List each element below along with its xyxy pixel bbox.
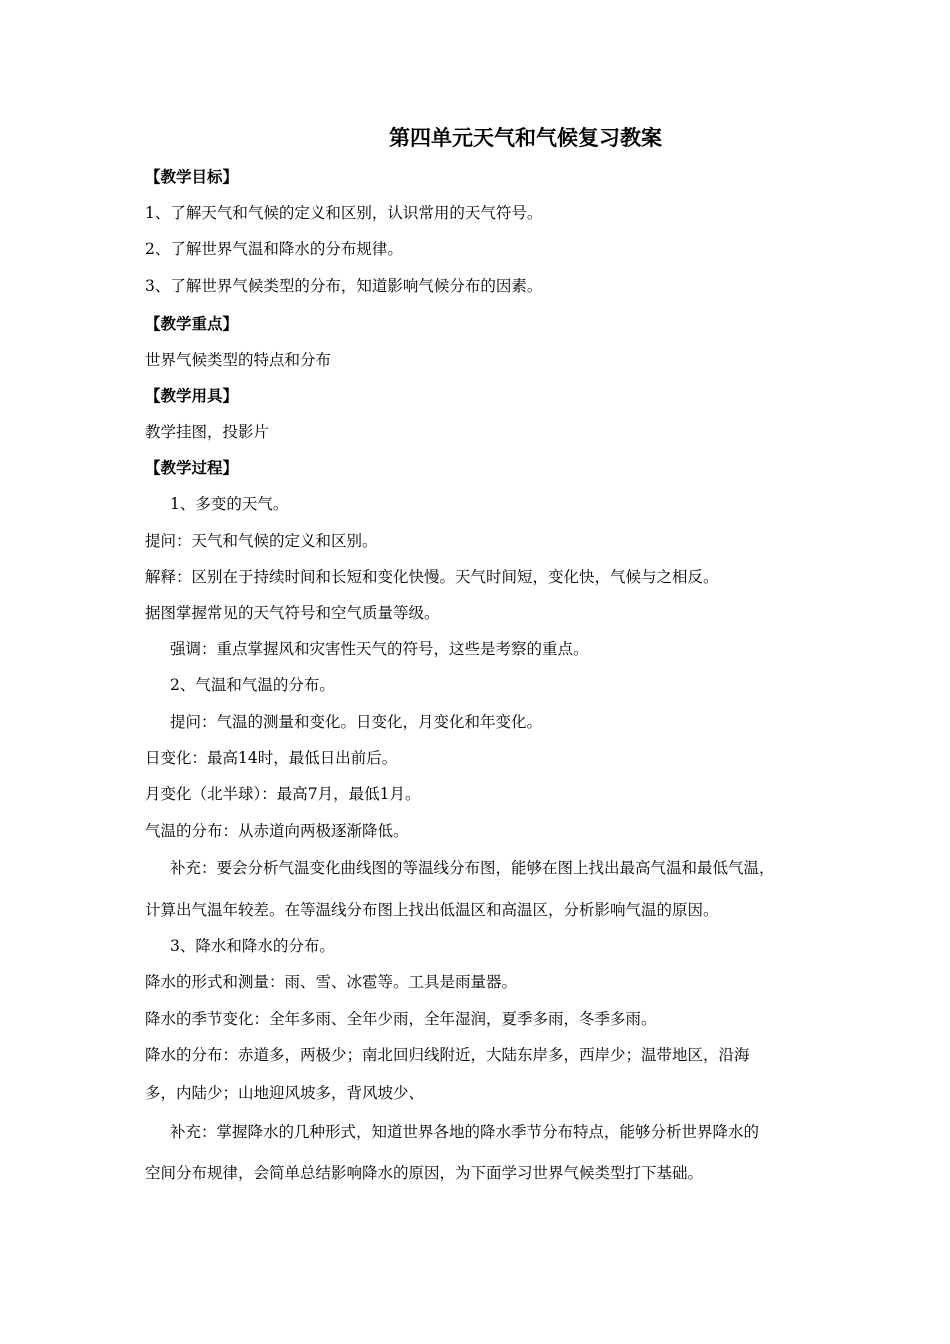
process-section-2-heading: 2、气温和气温的分布。: [170, 676, 335, 694]
page-title: 第四单元天气和气候复习教案: [389, 125, 662, 150]
process-paragraph: 强调：重点掌握风和灾害性天气的符号，这些是考察的重点。: [170, 640, 589, 658]
process-paragraph: 降水的分布：赤道多，两极少；南北回归线附近，大陆东岸多，西岸少；温带地区，沿海: [145, 1046, 750, 1064]
process-paragraph: 月变化（北半球）：最高7月，最低1月。: [145, 785, 421, 803]
process-paragraph: 据图掌握常见的天气符号和空气质量等级。: [145, 604, 440, 622]
process-section-1-heading: 1、多变的天气。: [170, 495, 289, 513]
tools-heading: 【教学用具】: [145, 386, 239, 405]
process-paragraph: 提问：气温的测量和变化。日变化，月变化和年变化。: [170, 713, 543, 731]
process-paragraph: 降水的形式和测量：雨、雪、冰雹等。工具是雨量器。: [145, 973, 518, 991]
process-section-3-heading: 3、降水和降水的分布。: [170, 937, 335, 955]
process-paragraph: 计算出气温年较差。在等温线分布图上找出低温区和高温区，分析影响气温的原因。: [145, 901, 719, 919]
objective-item: 1、了解天气和气候的定义和区别，认识常用的天气符号。: [145, 204, 543, 222]
process-paragraph: 多，内陆少；山地迎风坡多，背风坡少、: [145, 1084, 425, 1102]
objectives-heading: 【教学目标】: [145, 167, 239, 186]
key-points-text: 世界气候类型的特点和分布: [145, 351, 332, 369]
process-paragraph: 补充：要会分析气温变化曲线图的等温线分布图，能够在图上找出最高气温和最低气温，: [170, 859, 775, 877]
process-paragraph: 补充：掌握降水的几种形式，知道世界各地的降水季节分布特点，能够分析世界降水的: [170, 1123, 760, 1141]
key-points-heading: 【教学重点】: [145, 314, 239, 333]
process-paragraph: 解释：区别在于持续时间和长短和变化快慢。天气时间短，变化快，气候与之相反。: [145, 568, 719, 586]
objective-item: 2、了解世界气温和降水的分布规律。: [145, 240, 403, 258]
process-heading: 【教学过程】: [145, 458, 239, 477]
objective-item: 3、了解世界气候类型的分布，知道影响气候分布的因素。: [145, 277, 543, 295]
process-paragraph: 空间分布规律，会简单总结影响降水的原因，为下面学习世界气候类型打下基础。: [145, 1164, 704, 1182]
process-paragraph: 提问：天气和气候的定义和区别。: [145, 532, 378, 550]
process-paragraph: 降水的季节变化：全年多雨、全年少雨，全年湿润，夏季多雨，冬季多雨。: [145, 1010, 657, 1028]
process-paragraph: 日变化：最高14时，最低日出前后。: [145, 749, 398, 767]
process-paragraph: 气温的分布：从赤道向两极逐渐降低。: [145, 822, 409, 840]
tools-text: 教学挂图，投影片: [145, 423, 270, 441]
